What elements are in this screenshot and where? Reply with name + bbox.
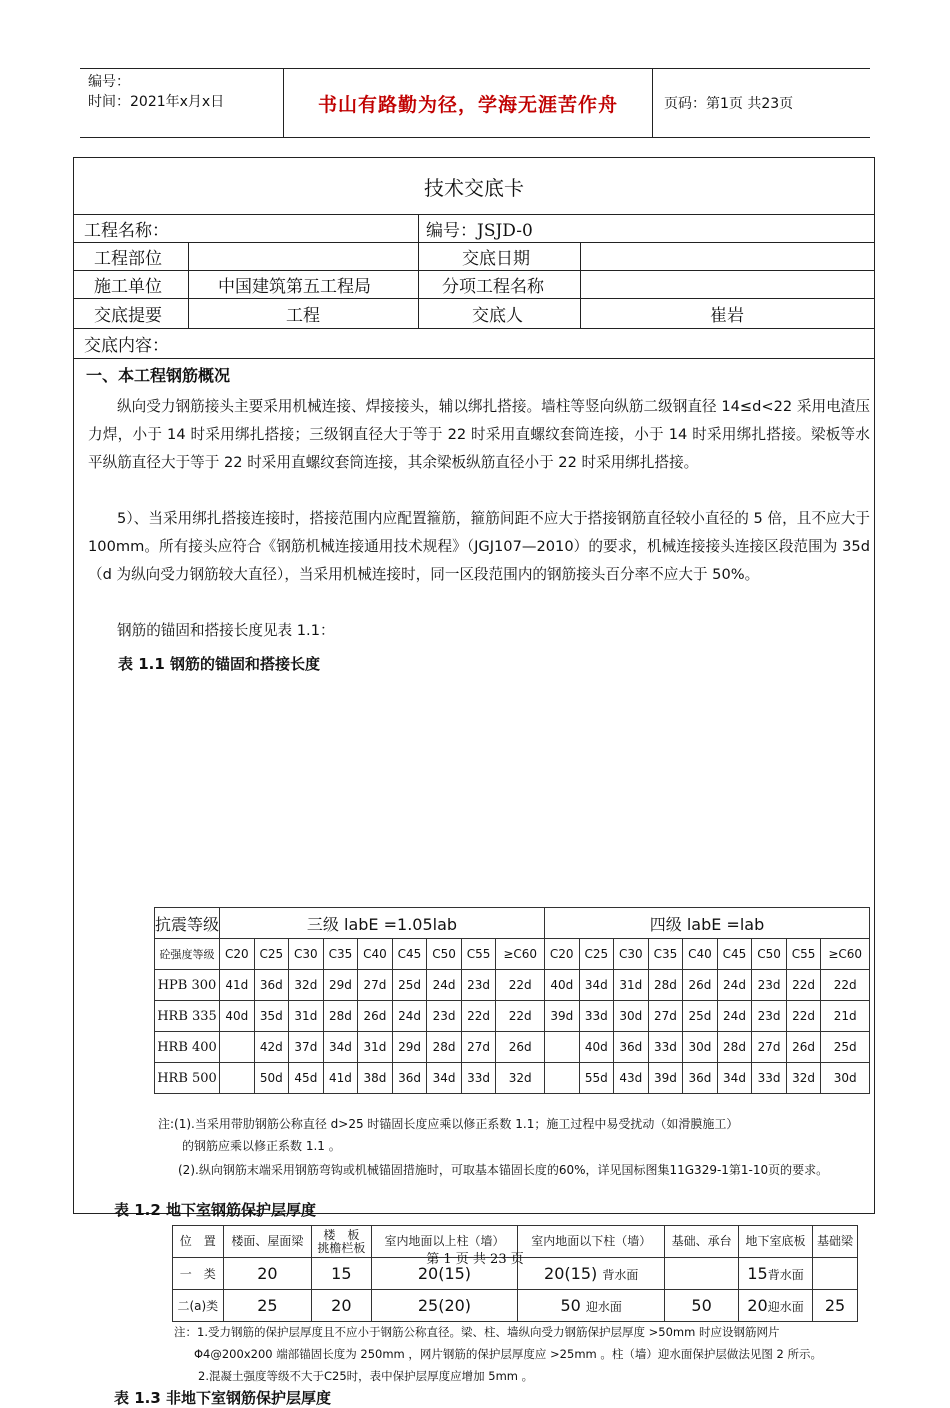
grade-cell: C45 (392, 939, 427, 970)
grade-cell: ≥C60 (821, 939, 870, 970)
rebar-type: HRB 500 (155, 1063, 220, 1094)
cell-note: 迎水面 (585, 1300, 622, 1314)
grade-cell: C20 (544, 939, 579, 970)
length-cell: 27d (461, 1032, 496, 1063)
summary-value: 工程 (286, 306, 320, 326)
length-cell: 34d (427, 1063, 462, 1094)
length-cell: 33d (461, 1063, 496, 1094)
table-row (173, 1290, 858, 1322)
row-summary (74, 299, 874, 329)
length-cell: 28d (427, 1032, 462, 1063)
length-cell: 24d (717, 970, 752, 1001)
grade-cell: C30 (614, 939, 649, 970)
column-header: 位 置 (173, 1226, 224, 1258)
length-cell: 24d (717, 1001, 752, 1032)
length-cell: 27d (648, 1001, 683, 1032)
length-cell: 36d (683, 1063, 718, 1094)
length-cell: 33d (752, 1063, 787, 1094)
cell: 20 (312, 1290, 371, 1322)
length-cell: 34d (579, 970, 614, 1001)
length-cell: 34d (717, 1063, 752, 1094)
page-header (80, 68, 870, 138)
length-cell: 40d (220, 1001, 255, 1032)
length-cell: 25d (392, 970, 427, 1001)
grade-cell: C25 (254, 939, 289, 970)
grade-header: 抗震等级 (155, 908, 220, 939)
row-label: 二(a)类 (173, 1290, 224, 1322)
table-row (155, 1063, 870, 1094)
table2-title: 表 1.2 地下室钢筋保护层厚度 (114, 1201, 317, 1219)
rebar-type: HRB 335 (155, 1001, 220, 1032)
length-cell: 29d (323, 970, 358, 1001)
length-cell (220, 1063, 255, 1094)
date-label: 交底日期 (462, 249, 530, 269)
unit-label: 施工单位 (94, 277, 162, 297)
grade-cell: C30 (289, 939, 324, 970)
header-meta (88, 72, 224, 112)
length-cell: 42d (254, 1032, 289, 1063)
cell: 25(20) (371, 1290, 518, 1322)
column-header: 基础、承台 (665, 1226, 739, 1258)
length-cell: 23d (461, 970, 496, 1001)
rebar-type: HPB 300 (155, 970, 220, 1001)
number-label: 编号：JSJD-0 (426, 221, 533, 241)
unit-value: 中国建筑第五工程局 (218, 277, 371, 297)
table1-note-2: (2).纵向钢筋末端采用钢筋弯钩或机械锚固措施时，可取基本锚固长度的60%，详见国标图集11G329-1第1-10页的要求。 (178, 1163, 829, 1177)
length-cell: 41d (323, 1063, 358, 1094)
length-cell: 23d (752, 970, 787, 1001)
row-content-label (74, 329, 874, 359)
cell-note: 迎水面 (767, 1300, 804, 1314)
table1-note-1b: 的钢筋应乘以修正系数 1.1 。 (182, 1139, 341, 1153)
length-cell: 28d (648, 970, 683, 1001)
grade-cell: C40 (358, 939, 393, 970)
length-cell: 43d (614, 1063, 649, 1094)
length-cell: 26d (358, 1001, 393, 1032)
section-title: 一、本工程钢筋概况 (86, 366, 231, 385)
length-cell: 27d (752, 1032, 787, 1063)
length-cell (220, 1032, 255, 1063)
length-cell: 55d (579, 1063, 614, 1094)
length-cell: 22d (496, 970, 545, 1001)
concrete-header: 砼强度等级 (155, 939, 220, 970)
length-cell: 29d (392, 1032, 427, 1063)
length-cell: 22d (786, 1001, 821, 1032)
length-cell: 26d (683, 970, 718, 1001)
column-header: 地下室底板 (739, 1226, 813, 1258)
column-header: 基础梁 (813, 1226, 858, 1258)
cell: 20 (223, 1258, 312, 1290)
length-cell: 31d (358, 1032, 393, 1063)
length-cell: 37d (289, 1032, 324, 1063)
grade-cell: C55 (786, 939, 821, 970)
level4-header: 四级 labE =lab (544, 908, 869, 939)
cell-value: 15 (747, 1264, 768, 1283)
length-cell: 40d (544, 970, 579, 1001)
table-row (155, 1032, 870, 1063)
page-footer: 第 1 页 共 23 页 (426, 1252, 524, 1267)
cell-note: 背水面 (602, 1268, 639, 1282)
grade-cell: ≥C60 (496, 939, 545, 970)
length-cell: 28d (717, 1032, 752, 1063)
part-label: 工程部位 (94, 249, 162, 269)
row-unit (74, 271, 874, 299)
paragraph-1: 纵向受力钢筋接头主要采用机械连接、焊接接头，辅以绑扎搭接。墙柱等竖向纵筋二级钢直径 14≤d<22 采用电渣压力焊，小于 14 时采用绑扎搭接；三级钢直径大于等于 22 时采用直螺纹套筒连接，小于 14 时采用绑扎搭接。梁板等水平纵筋直径大于等于 22 时采用直螺纹套筒连接，其余梁板纵筋直径小于 22 时采用绑扎搭接。 (88, 398, 870, 471)
length-cell: 24d (427, 970, 462, 1001)
row-project (74, 215, 874, 243)
length-cell: 32d (496, 1063, 545, 1094)
basement-cover-table (172, 1225, 858, 1322)
cell-value: 20 (747, 1296, 768, 1315)
anchorage-table (154, 907, 870, 1094)
length-cell: 24d (392, 1001, 427, 1032)
length-cell: 31d (289, 1001, 324, 1032)
table-row (155, 1001, 870, 1032)
length-cell: 21d (821, 1001, 870, 1032)
length-cell: 40d (579, 1032, 614, 1063)
table1-note-1: 注:(1).当采用带肋钢筋公称直径 d>25 时锚固长度应乘以修正系数 1.1；施工过程中易受扰动（如滑膜施工） (158, 1117, 739, 1131)
length-cell: 30d (683, 1032, 718, 1063)
paragraph-2: 5）、当采用绑扎搭接连接时，搭接范围内应配置箍筋，箍筋间距不应大于搭接钢筋直径较小直径的 5 倍，且不应大于 100mm。所有接头应符合《钢筋机械连接通用技术规程》（JGJ107—2010）的要求，机械连接接头连接区段范围为 35d（d 为纵向受力钢筋较大直径），当采用机械连接时，同一区段范围内的钢筋接头百分率不应大于 50%。 (88, 510, 870, 583)
grade-cell: C40 (683, 939, 718, 970)
info-grid (74, 215, 874, 359)
column-header: 室内地面以下柱（墙） (518, 1226, 665, 1258)
length-cell (544, 1032, 579, 1063)
length-cell: 27d (358, 970, 393, 1001)
length-cell: 23d (752, 1001, 787, 1032)
cell: 25 (223, 1290, 312, 1322)
length-cell: 39d (648, 1063, 683, 1094)
cell: 50 (665, 1290, 739, 1322)
length-cell: 33d (648, 1032, 683, 1063)
rebar-type: HRB 400 (155, 1032, 220, 1063)
cell-value: 50 (560, 1296, 581, 1315)
cell (739, 1290, 813, 1322)
person-value: 崔岩 (710, 306, 744, 326)
length-cell: 50d (254, 1063, 289, 1094)
length-cell: 30d (614, 1001, 649, 1032)
column-header: 楼面、屋面梁 (223, 1226, 312, 1258)
cell (518, 1290, 665, 1322)
time-label: 时间：2021年x月x日 (88, 94, 225, 110)
card-title: 技术交底卡 (74, 158, 874, 215)
paragraph-3: 钢筋的锚固和搭接长度见表 1.1： (117, 622, 335, 639)
code-label: 编号： (88, 74, 130, 90)
grade-cell: C35 (648, 939, 683, 970)
cell-note: 背水面 (767, 1268, 804, 1282)
length-cell: 26d (496, 1032, 545, 1063)
grade-cell: C25 (579, 939, 614, 970)
motto: 书山有路勤为径，学海无涯苦作舟 (283, 69, 653, 137)
table-row (155, 970, 870, 1001)
cell: 15 (312, 1258, 371, 1290)
level3-header: 三级 labE =1.05lab (220, 908, 545, 939)
length-cell: 33d (579, 1001, 614, 1032)
grade-cell: C50 (752, 939, 787, 970)
length-cell: 22d (496, 1001, 545, 1032)
grade-cell: C45 (717, 939, 752, 970)
length-cell: 45d (289, 1063, 324, 1094)
length-cell: 30d (821, 1063, 870, 1094)
length-cell: 36d (254, 970, 289, 1001)
length-cell: 23d (427, 1001, 462, 1032)
content-label: 交底内容： (84, 336, 169, 356)
length-cell: 41d (220, 970, 255, 1001)
cell: 25 (813, 1290, 858, 1322)
length-cell: 28d (323, 1001, 358, 1032)
project-name-label: 工程名称： (84, 221, 169, 241)
length-cell: 22d (786, 970, 821, 1001)
cell: 20(15) (371, 1258, 518, 1290)
page-info: 页码：第1页 共23页 (664, 96, 794, 112)
length-cell: 39d (544, 1001, 579, 1032)
person-label: 交底人 (472, 306, 523, 326)
row-part (74, 243, 874, 271)
length-cell: 36d (392, 1063, 427, 1094)
length-cell: 34d (323, 1032, 358, 1063)
table1-title: 表 1.1 钢筋的锚固和搭接长度 (118, 655, 321, 673)
table2-note-1: 注：1.受力钢筋的保护层厚度且不应小于钢筋公称直径。梁、柱、墙纵向受力钢筋保护层厚度 >50mm 时应设钢筋网片 (174, 1325, 780, 1339)
column-header: 楼 板 挑檐栏板 (312, 1226, 371, 1258)
row-label: 一 类 (173, 1258, 224, 1290)
length-cell: 32d (786, 1063, 821, 1094)
summary-label: 交底提要 (94, 306, 162, 326)
grade-cell: C35 (323, 939, 358, 970)
column-header: 室内地面以上柱（墙） (371, 1226, 518, 1258)
grade-cell: C50 (427, 939, 462, 970)
table2-note-2: 2.混凝土强度等级不大于C25时，表中保护层厚度应增加 5mm 。 (198, 1369, 534, 1383)
cell-value: 20(15) (544, 1264, 598, 1283)
length-cell (544, 1063, 579, 1094)
subitem-label: 分项工程名称 (442, 277, 544, 297)
length-cell: 31d (614, 970, 649, 1001)
length-cell: 25d (683, 1001, 718, 1032)
table3-title: 表 1.3 非地下室钢筋保护层厚度 (114, 1389, 332, 1407)
table2-note-1b: Φ4@200x200 端部锚固长度为 250mm ，网片钢筋的保护层厚度应 >25mm 。柱（墙）迎水面保护层做法见图 2 所示。 (194, 1347, 823, 1361)
length-cell: 26d (786, 1032, 821, 1063)
grade-cell: C55 (461, 939, 496, 970)
length-cell: 22d (821, 970, 870, 1001)
length-cell: 25d (821, 1032, 870, 1063)
grade-cell: C20 (220, 939, 255, 970)
length-cell: 22d (461, 1001, 496, 1032)
length-cell: 35d (254, 1001, 289, 1032)
length-cell: 36d (614, 1032, 649, 1063)
length-cell: 38d (358, 1063, 393, 1094)
length-cell: 32d (289, 970, 324, 1001)
